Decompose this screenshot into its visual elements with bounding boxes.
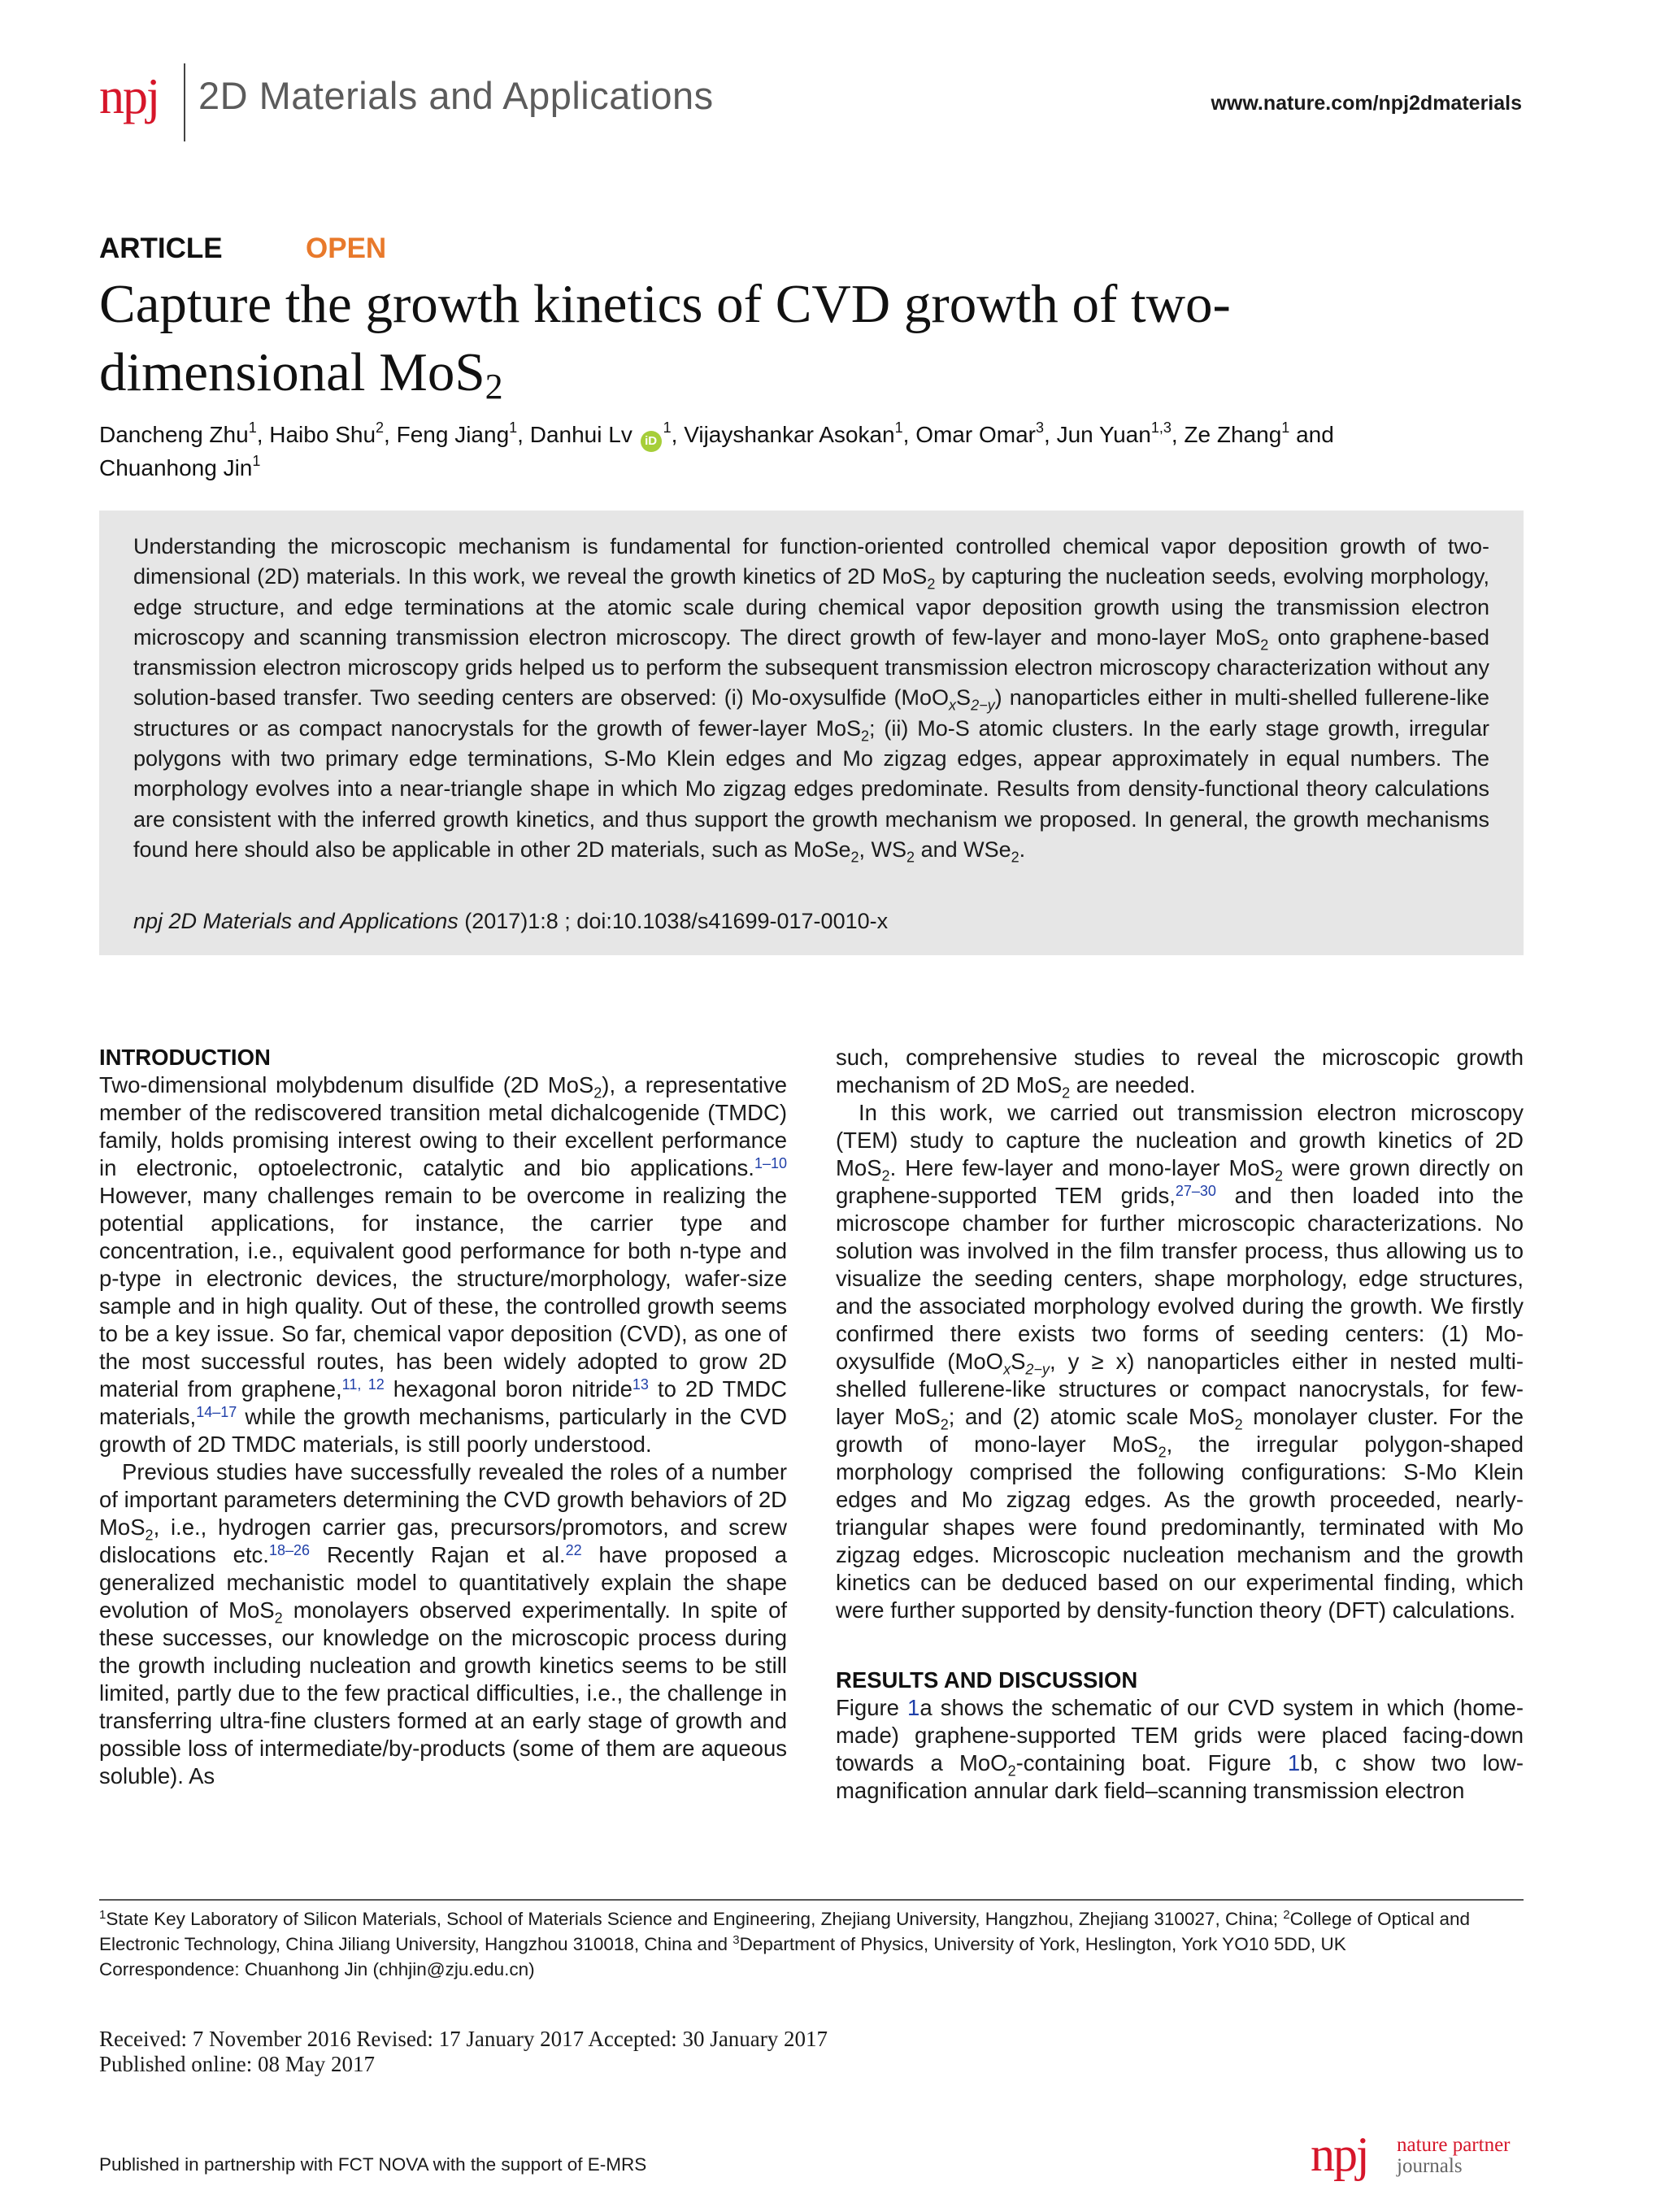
author-list: Dancheng Zhu$^1$, Haibo Shu$^2$, Feng Jiang$^1$, Danhui Lv $iD^1$, Vijayshankar Asokan$^1$, Omar Omar$^3$, Jun Yuan$^{1,3}$, Ze Zhang$^1$ and Chuanhong Jin$^1$ bbox=[99, 419, 1334, 480]
and-word: and bbox=[1296, 422, 1334, 447]
nature-partner-journals-logo bbox=[1311, 2127, 1525, 2182]
affiliations-footnote: $^1$State Key Laboratory of Silicon Materials, School of Materials Science and Engineering, Zhejiang University, Hangzhou, Zhejiang 310027, China; $^2$College of Optical and Electronic Technology, China Jiliang University, Hangzhou 310018, China and $^3$Department of Physics, University of York, Heslington, York YO10 5DD, UK Correspondence: Chuanhong Jin (chhjin@zju.edu.cn) bbox=[99, 1908, 1470, 1980]
abstract-text: Understanding the microscopic mechanism is fundamental for function-oriented controlled chemical vapor deposition growth of two-dimensional (2D) materials. In this work, we reveal the growth kinetics of 2D MoS$_2$ by capturing the nucleation seeds, evolving morphology, edge structure, and edge terminations at the atomic scale during chemical vapor deposition growth using the transmission electron microscopy and scanning transmission electron microscopy. The direct growth of few-layer and mono-layer MoS$_2$ onto graphene-based transmission electron microscopy grids helped us to perform the subsequent transmission electron microscopy characterization without any solution-based transfer. Two seeding centers are observed: (i) Mo-oxysulfide $(MoO_xS_{2-y})$ nanoparticles either in multi-shelled fullerene-like structures or as compact nanocrystals for the growth of fewer-layer MoS$_2$; (ii) Mo-S atomic clusters. In the early stage growth, irregular polygons with two primary edge terminations, S-Mo Klein edges and Mo zigzag edges, appear approximately in equal numbers. The morphology evolves into a near-triangle shape in which Mo zigzag edges predominate. Results from density-functional theory calculations are consistent with the inferred growth kinetics, and thus support the growth mechanism we proposed. In general, the growth mechanisms found here should also be applicable in other 2D materials, such as MoSe$_2$, $WS_2$ and WSe$_2$. bbox=[133, 534, 1489, 866]
results-heading: RESULTS AND DISCUSSION bbox=[836, 1667, 1138, 1693]
reference-link[interactable]: 13 bbox=[632, 1376, 649, 1393]
author-affiliation: 1,3 bbox=[1150, 419, 1172, 436]
intro-paragraph-2: Previous studies have successfully revealed the roles of a number of important parameters determining the CVD growth behaviors of 2D MoS$_2$, i.e., hydrogen carrier gas, precursors/promotors, and screw dislocations etc.$^{18-26}$ Recently Rajan et al.$^{22}$ have proposed a generalized mechanistic model to quantitatively explain the shape evolution of MoS$_2$ monolayers observed experimentally. In spite of these successes, our knowledge on the microscopic process during the growth including nucleation and growth kinetics seems to be still limited, partly due to the few practical difficulties, i.e., the challenge in transferring ultra-fine clusters formed at an early stage of growth and possible loss of intermediate/by-products (some of them are aqueous soluble). As bbox=[99, 1459, 788, 1788]
footnote-divider bbox=[99, 1899, 1524, 1901]
author-name[interactable]: Dancheng Zhu bbox=[99, 422, 249, 447]
author-name[interactable]: Haibo Shu bbox=[269, 422, 376, 447]
open-access-label: OPEN bbox=[306, 232, 387, 264]
reference-link[interactable]: 11, 12 bbox=[341, 1376, 385, 1393]
journal-url-link[interactable]: www.nature.com/npj2dmaterials bbox=[1211, 92, 1522, 115]
introduction-heading: INTRODUCTION bbox=[99, 1045, 271, 1070]
author-affiliation: 1 bbox=[248, 419, 257, 436]
article-type-label: ARTICLE bbox=[99, 232, 223, 264]
received-dates: Received: 7 November 2016 Revised: 17 January 2017 Accepted: 30 January 2017 bbox=[99, 2027, 828, 2051]
figure-link[interactable]: 1 bbox=[1287, 1750, 1301, 1775]
logo-divider bbox=[184, 63, 185, 141]
author-affiliation: 1 bbox=[1281, 419, 1290, 436]
author-name[interactable]: Danhui Lv bbox=[529, 422, 633, 447]
citation-doi[interactable]: (2017)1:8 ; doi:10.1038/s41699-017-0010-x bbox=[458, 909, 889, 933]
figure-link[interactable]: 1 bbox=[907, 1695, 920, 1720]
author-name[interactable]: Omar Omar bbox=[915, 422, 1036, 447]
right-column bbox=[836, 1044, 1524, 1805]
journal-name: 2D Materials and Applications bbox=[198, 74, 714, 117]
reference-link[interactable]: 18–26 bbox=[268, 1542, 311, 1558]
intro-paragraph-1: Two-dimensional molybdenum disulfide (2D MoS$_2$), a representative member of the rediscovered transition metal dichalcogenide (TMDC) family, holds promising interest owing to their excellent performance in electronic, optoelectronic, catalytic and bio applications.$^{1-10}$ However, many challenges remain to be overcome in realizing the potential applications, for instance, the carrier type and concentration, i.e., equivalent good performance for both n-type and p-type in electronic devices, the structure/morphology, wafer-size sample and in high quality. Out of these, the controlled growth seems to be a key issue. So far, chemical vapor deposition (CVD), as one of the most successful routes, has been widely adopted to grow 2D material from graphene,$^{11, 12}$ hexagonal boron nitride$^{13}$ to 2D TMDC materials,$^{14-17}$ while the growth mechanisms, particularly in the CVD growth of 2D TMDC materials, is still poorly understood. bbox=[99, 1072, 787, 1457]
author-affiliation: 3 bbox=[1035, 419, 1044, 436]
author-affiliation: 2 bbox=[376, 419, 385, 436]
title-line-1: Capture the growth kinetics of CVD growth of two- bbox=[99, 274, 1231, 334]
left-column bbox=[99, 1044, 787, 1790]
author-affiliation: 1 bbox=[252, 453, 261, 469]
title-line-2: dimensional MoS bbox=[99, 342, 485, 402]
author-name[interactable]: Feng Jiang bbox=[396, 422, 510, 447]
title-subscript: 2 bbox=[485, 367, 503, 406]
author-name[interactable]: Vijayshankar Asokan bbox=[684, 422, 895, 447]
author-name[interactable]: Chuanhong Jin bbox=[99, 455, 253, 480]
article-title bbox=[99, 270, 1400, 406]
intro-paragraph-3: In this work, we carried out transmission electron microscopy (TEM) study to capture the nucleation and growth kinetics of 2D MoS$_2$. Here few-layer and mono-layer MoS$_2$ were grown directly on graphene-supported TEM grids,$^{27-30}$ and then loaded into the microscope chamber for further microscopic characterizations. No solution was involved in the film transfer process, thus allowing us to visualize the seeding centers, shape morphology, edge structures, and the associated morphology evolved during the growth. We firstly confirmed there exists two forms of seeding centers: (1) Mo-oxysulfide ($MoO_xS_{2-y}$, y ≥ x) nanoparticles either in nested multi-shelled fullerene-like structures or compact nanocrystals, for few-layer MoS$_2$; and (2) atomic scale MoS$_2$ monolayer cluster. For the growth of mono-layer MoS$_2$, the irregular polygon-shaped morphology comprised the following configurations: S-Mo Klein edges and Mo zigzag edges. As the growth proceeded, nearly-triangular shapes were found predominantly, terminated with Mo zigzag edges. Microscopic nucleation mechanism and the growth kinetics can be deduced based on our experimental finding, which were further supported by density-function theory (DFT) calculations. bbox=[836, 1100, 1524, 1623]
author-name[interactable]: Jun Yuan bbox=[1056, 422, 1151, 447]
reference-link[interactable]: 1–10 bbox=[754, 1155, 787, 1171]
author-name[interactable]: Ze Zhang bbox=[1184, 422, 1282, 447]
abstract-box bbox=[99, 511, 1524, 955]
partner-text: nature partner journals bbox=[1397, 2134, 1511, 2177]
reference-link[interactable]: 22 bbox=[565, 1542, 582, 1558]
intro-continuation: such, comprehensive studies to reveal the microscopic growth mechanism of 2D MoS$_2$ are needed. bbox=[836, 1045, 1524, 1102]
author-affiliation: 1 bbox=[894, 419, 903, 436]
citation-journal: npj 2D Materials and Applications bbox=[133, 909, 459, 933]
npj-logo: npj bbox=[99, 69, 159, 124]
correspondence: Correspondence: Chuanhong Jin (chhjin@zju.edu.cn) bbox=[99, 1959, 535, 1980]
partner-npj-mark: npj bbox=[1311, 2127, 1368, 2181]
citation-line bbox=[133, 909, 888, 934]
orcid-icon[interactable]: iD bbox=[641, 431, 662, 452]
published-online: Published online: 08 May 2017 bbox=[99, 2052, 375, 2076]
results-paragraph-1: Figure 1a shows the schematic of our CVD system in which (home-made) graphene-supported TEM grids were placed facing-down towards a MoO$_2$-containing boat. Figure 1b, c show two low-magnification annular dark field–scanning transmission electron bbox=[836, 1695, 1524, 1803]
publication-dates bbox=[99, 2027, 828, 2077]
reference-link[interactable]: 27–30 bbox=[1175, 1183, 1216, 1199]
partnership-note: Published in partnership with FCT NOVA with the support of E-MRS bbox=[99, 2154, 647, 2175]
author-affiliation: 1 bbox=[663, 419, 672, 436]
reference-link[interactable]: 14–17 bbox=[196, 1404, 237, 1420]
author-affiliation: 1 bbox=[509, 419, 518, 436]
